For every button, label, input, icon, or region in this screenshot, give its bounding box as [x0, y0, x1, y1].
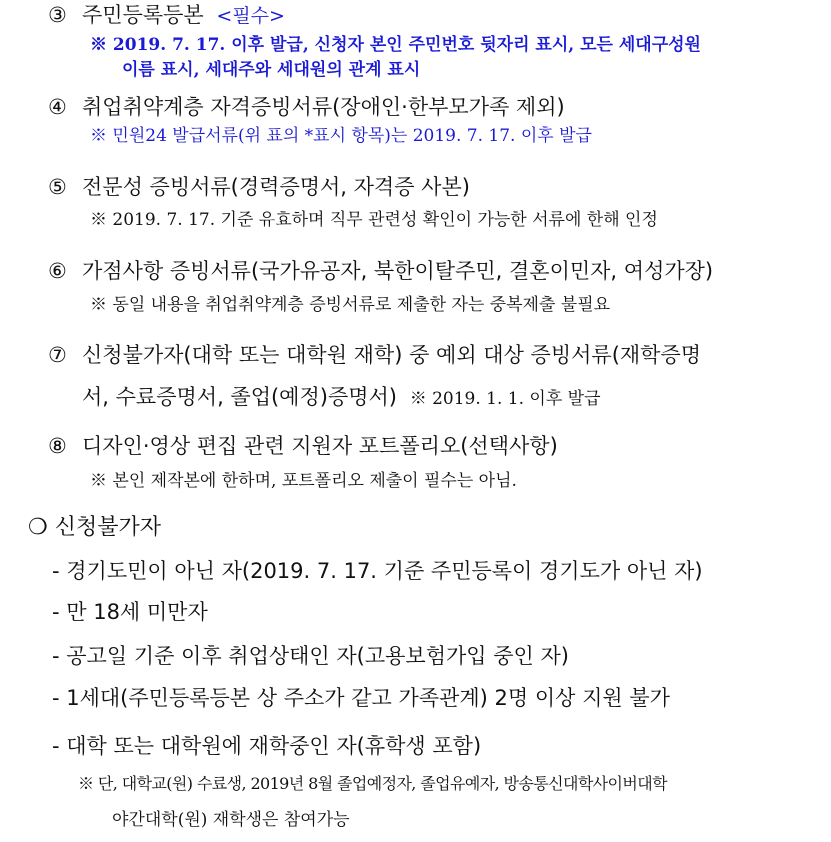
item-title: 가점사항 증빙서류(국가유공자, 북한이탈주민, 결혼이민자, 여성가장) — [82, 259, 714, 283]
item-4-note: ※ 민원24 발급서류(위 표의 *표시 항목)는 2019. 7. 17. 이후 발급 — [90, 126, 592, 146]
item-number: ④ — [48, 95, 67, 119]
ineligible-item: - 1세대(주민등록등본 상 주소가 같고 가족관계) 2명 이상 지원 불가 — [52, 686, 670, 710]
item-5-note: ※ 2019. 7. 17. 기준 유효하며 직무 관련성 확인이 가능한 서류에 한해 인정 — [90, 210, 658, 230]
item-7-inline-note: ※ 2019. 1. 1. 이후 발급 — [409, 389, 601, 409]
item-8-note: ※ 본인 제작본에 한하며, 포트폴리오 제출이 필수는 아님. — [90, 471, 517, 491]
item-6-note: ※ 동일 내용을 취업취약계층 증빙서류로 제출한 자는 중복제출 불필요 — [90, 295, 611, 315]
required-tag: <필수> — [216, 5, 285, 27]
ineligible-item: - 공고일 기준 이후 취업상태인 자(고용보험가입 중인 자) — [52, 644, 569, 668]
item-3-note-line2: 이름 표시, 세대주와 세대원의 관계 표시 — [122, 60, 421, 80]
ineligible-item: - 경기도민이 아닌 자(2019. 7. 17. 기준 주민등록이 경기도가 아닌 자) — [52, 559, 703, 583]
item-number: ③ — [48, 3, 67, 27]
ineligible-heading: ❍ 신청불가자 — [28, 515, 161, 540]
item-7 — [48, 345, 701, 366]
item-number: ⑧ — [48, 434, 67, 458]
item-number: ⑦ — [48, 343, 67, 367]
item-3 — [48, 5, 285, 26]
item-number: ⑥ — [48, 259, 67, 283]
item-7-line2 — [82, 387, 601, 408]
exception-note-line1: ※ 단, 대학교(원) 수료생, 2019년 8월 졸업예정자, 졸업유예자, 방송통신대학사이버대학 — [78, 774, 667, 793]
item-title-line2: 서, 수료증명서, 졸업(예정)증명서) — [82, 385, 397, 409]
item-title: 전문성 증빙서류(경력증명서, 자격증 사본) — [82, 175, 470, 199]
item-number: ⑤ — [48, 175, 67, 199]
item-title: 취업취약계층 자격증빙서류(장애인·한부모가족 제외) — [82, 95, 565, 119]
ineligible-item: - 대학 또는 대학원에 재학중인 자(휴학생 포함) — [52, 734, 482, 758]
item-4 — [48, 97, 565, 118]
item-title: 디자인·영상 편집 관련 지원자 포트폴리오(선택사항) — [82, 434, 558, 458]
item-3-note-line1: ※ 2019. 7. 17. 이후 발급, 신청자 본인 주민번호 뒷자리 표시, 모든 세대구성원 — [90, 35, 701, 55]
item-6 — [48, 261, 713, 282]
item-title: 주민등록등본 — [82, 3, 204, 27]
item-title-line1: 신청불가자(대학 또는 대학원 재학) 중 예외 대상 증빙서류(재학증명 — [82, 343, 702, 367]
item-5 — [48, 177, 470, 198]
ineligible-item: - 만 18세 미만자 — [52, 600, 208, 624]
item-8 — [48, 436, 558, 457]
exception-note-line2: 야간대학(원) 재학생은 참여가능 — [112, 810, 350, 830]
